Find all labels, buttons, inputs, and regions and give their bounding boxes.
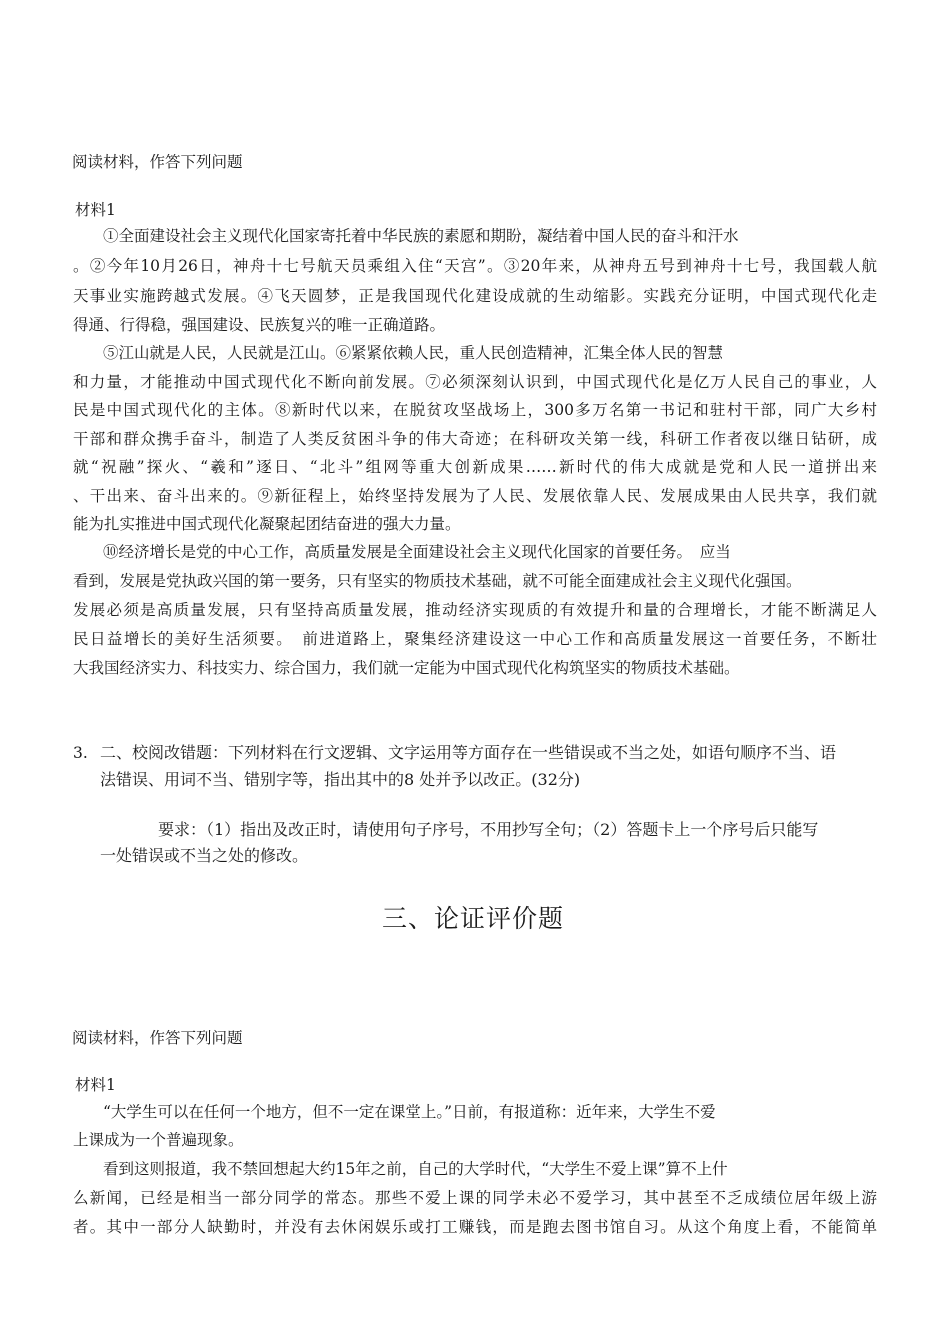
paragraph-line: 民是中国式现代化的主体。⑧新时代以来，在脱贫攻坚战场上，300多万名第一书记和驻村干部，同广大乡村: [73, 401, 877, 419]
paragraph-line: ⑤江山就是人民，人民就是江山。⑥紧紧依赖人民，重人民创造精神，汇集全体人民的智慧: [103, 344, 724, 362]
paragraph-line: ⑩经济增长是党的中心工作，高质量发展是全面建设社会主义现代化国家的首要任务。 应当: [103, 543, 731, 561]
section2-intro: 阅读材料，作答下列问题: [72, 153, 243, 171]
paragraph-line: 大我国经济实力、科技实力、综合国力，我们就一定能为中国式现代化构筑坚实的物质技术基础。: [73, 659, 740, 677]
paragraph-line: 和力量，才能推动中国式现代化不断向前发展。⑦必须深刻认识到，中国式现代化是亿万人民自己的事业，人: [73, 373, 877, 391]
paragraph-line: ①全面建设社会主义现代化国家寄托着中华民族的素愿和期盼，凝结着中国人民的奋斗和汗水: [103, 227, 739, 245]
section3-heading: 三、论证评价题: [382, 904, 565, 933]
question-number: 3.: [73, 744, 88, 762]
paragraph-line: “大学生可以在任何一个地方，但不一定在课堂上。”日前，有报道称：近年来，大学生不爱: [103, 1103, 716, 1121]
requirement-line: 要求：（1）指出及改正时，请使用句子序号，不用抄写全句；（2）答题卡上一个序号后只能写: [158, 820, 819, 839]
paragraph-line: 天事业实施跨越式发展。④飞天圆梦，正是我国现代化建设成就的生动缩影。实践充分证明，中国式现代化走: [73, 287, 877, 305]
requirement-line: 一处错误或不当之处的修改。: [100, 846, 309, 865]
paragraph-line: 能为扎实推进中国式现代化凝聚起团结奋进的强大力量。: [73, 515, 461, 533]
paragraph-line: 得通、行得稳，强国建设、民族复兴的唯一正确道路。: [73, 316, 446, 334]
paragraph-line: 看到这则报道，我不禁回想起大约15年之前，自己的大学时代，“大学生不爱上课”算不上什: [103, 1160, 728, 1178]
section3-material-label: 材料1: [75, 1076, 116, 1094]
section2-material-label: 材料1: [75, 201, 116, 219]
paragraph-line: 就“祝融”探火、“羲和”逐日、“北斗”组网等重大创新成果……新时代的伟大成就是党和人民一道拼出来: [73, 458, 877, 476]
paragraph-line: 者。其中一部分人缺勤时，并没有去休闲娱乐或打工赚钱，而是跑去图书馆自习。从这个角度上看，不能简单: [73, 1218, 877, 1236]
paragraph-line: 。②今年10月26日，神舟十七号航天员乘组入住“天宫”。③20年来，从神舟五号到神舟十七号，我国载人航: [73, 257, 877, 275]
paragraph-line: 、干出来、奋斗出来的。⑨新征程上，始终坚持发展为了人民、发展依靠人民、发展成果由人民共享，我们就: [73, 487, 877, 505]
paragraph-line: 么新闻，已经是相当一部分同学的常态。那些不爱上课的同学未必不爱学习，其中甚至不乏成绩位居年级上游: [73, 1189, 877, 1207]
paragraph-line: 看到，发展是党执政兴国的第一要务，只有坚实的物质技术基础，就不可能全面建成社会主义现代化强国。: [73, 572, 802, 590]
question-text-line: 法错误、用词不当、错别字等，指出其中的8 处并予以改正。(32分): [100, 770, 581, 789]
paragraph-line: 发展必须是高质量发展，只有坚持高质量发展，推动经济实现质的有效提升和量的合理增长，才能不断满足人: [73, 601, 877, 619]
paragraph-line: 上课成为一个普遍现象。: [73, 1131, 244, 1149]
question-text-line: 二、校阅改错题：下列材料在行文逻辑、文字运用等方面存在一些错误或不当之处，如语句顺序不当、语: [100, 743, 837, 762]
section3-intro: 阅读材料，作答下列问题: [72, 1029, 243, 1047]
paragraph-line: 干部和群众携手奋斗，制造了人类反贫困斗争的伟大奇迹；在科研攻关第一线，科研工作者夜以继日钻研，成: [73, 430, 877, 448]
paragraph-line: 民日益增长的美好生活须要。 前进道路上，聚集经济建设这一中心工作和高质量发展这一首要任务，不断壮: [73, 630, 877, 648]
